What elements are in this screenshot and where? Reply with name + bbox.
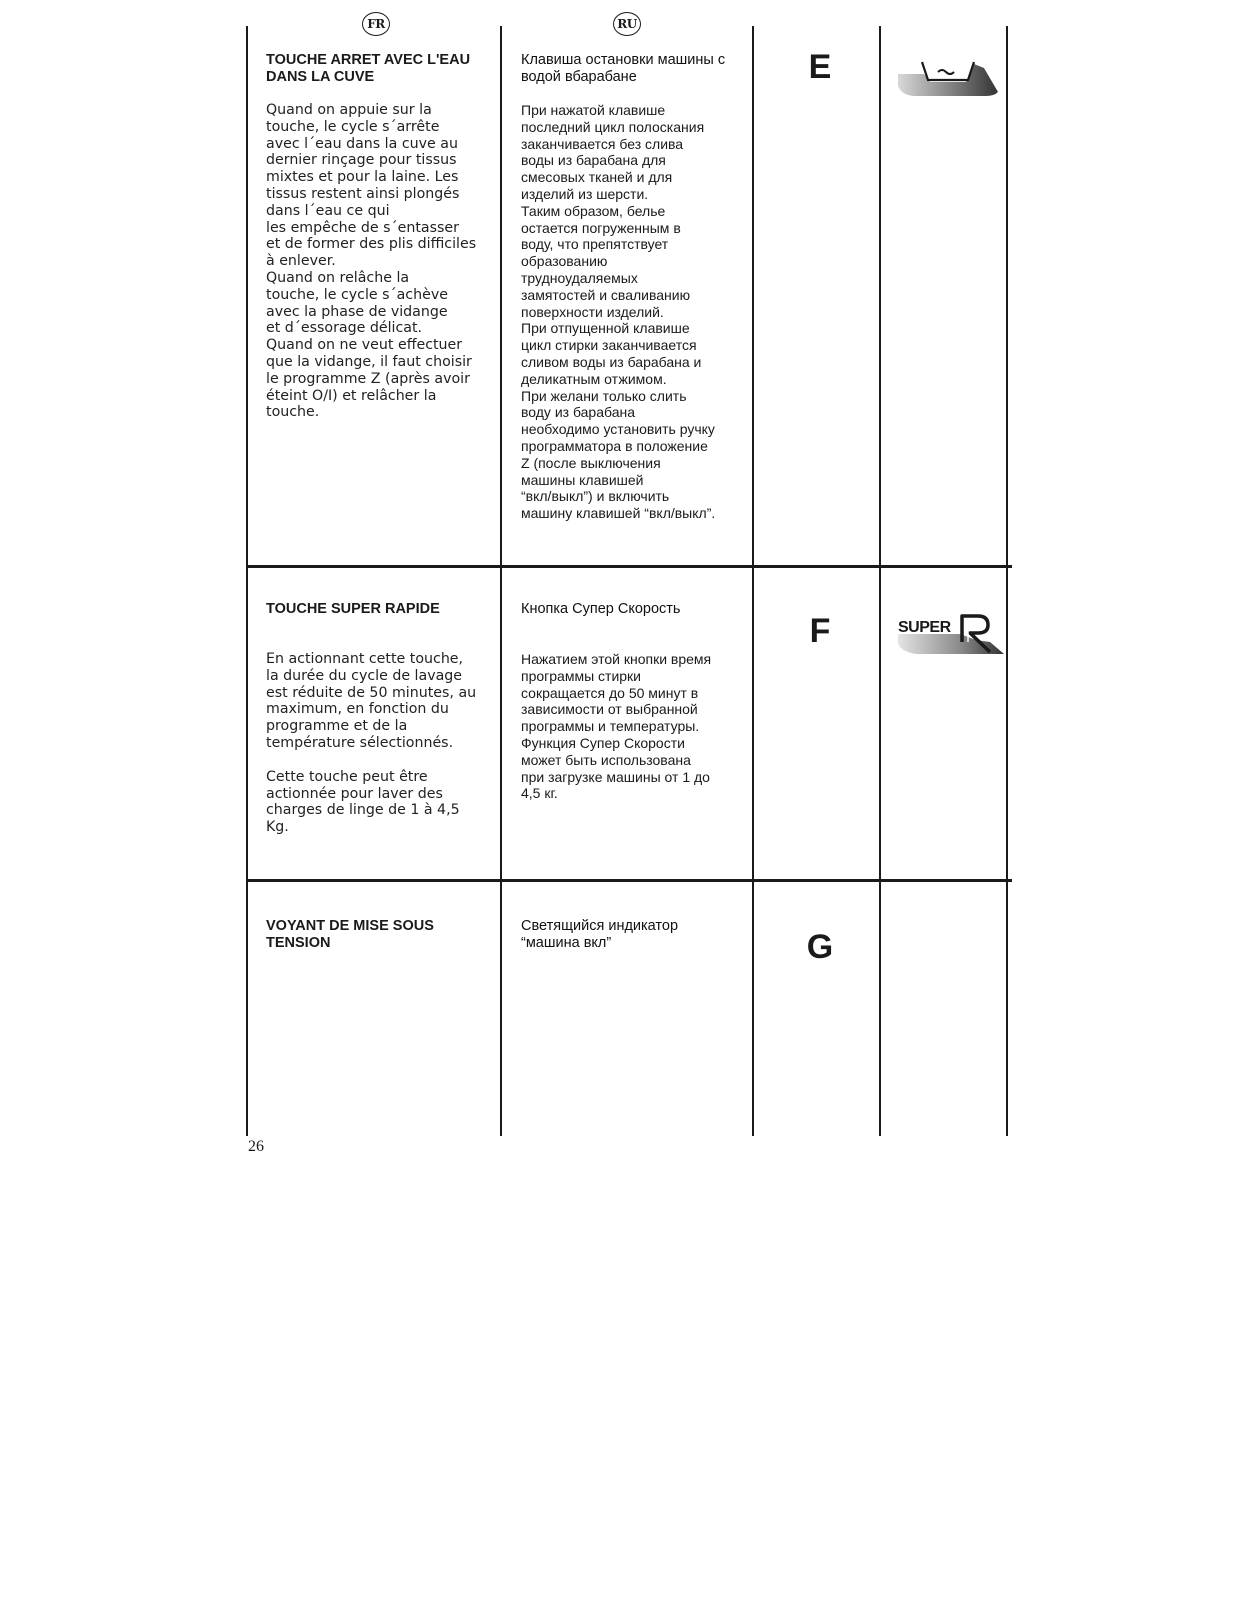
super-rapid-icon: [896, 612, 1006, 663]
row-e-letter: E: [808, 48, 832, 86]
row-g-ru-cell: [521, 918, 756, 952]
row-e-fr-title: TOUCHE ARRET AVEC L'EAU DANS LA CUVE: [266, 52, 471, 85]
table-border-right: [1006, 26, 1008, 1136]
row-divider-1: [248, 565, 1012, 568]
row-f-fr-cell: [266, 601, 496, 836]
row-f-ru-body: Нажатием этой кнопки время программы стирки сокращается до 50 минут в зависимости от выбранной программы и температуры. Функция Супер Скорости может быть использована при загрузке машины от 1 до 4,5 кг.: [521, 651, 712, 802]
row-f-letter: F: [809, 612, 831, 650]
super-rapid-icon-text: SUPER: [898, 619, 951, 636]
column-divider-fr-ru: [500, 26, 502, 1136]
row-divider-2: [248, 879, 1012, 882]
table-border-left: [246, 26, 248, 1136]
water-stop-icon: [896, 56, 1000, 105]
column-divider-letter-icon: [879, 26, 881, 1136]
row-g-ru-title: Светящийся индикатор “машина вкл”: [521, 918, 679, 951]
row-g-fr-title: VOYANT DE MISE SOUS TENSION: [266, 918, 434, 951]
row-f-fr-body-2: Cette touche peut être actionnée pour laver des charges de linge de 1 à 4,5 Kg.: [266, 768, 460, 836]
row-g-fr-cell: [266, 918, 496, 952]
row-g-letter: G: [806, 928, 834, 966]
row-f-ru-cell: [521, 601, 756, 802]
row-f-fr-title: TOUCHE SUPER RAPIDE: [266, 601, 440, 617]
row-f-ru-title: Кнопка Супер Скорость: [521, 601, 681, 617]
page-number: 26: [248, 1138, 264, 1155]
row-e-ru-cell: [521, 52, 756, 522]
row-e-ru-title: Клавиша остановки машины с водой вбарабане: [521, 52, 726, 85]
row-f-fr-body-1: En actionnant cette touche, la durée du cycle de lavage est réduite de 50 minutes, au maximum, en fonction du programme et de la température sélectionnés.: [266, 651, 477, 751]
row-e-fr-cell: [266, 52, 496, 421]
row-e-fr-body: Quand on appuie sur la touche, le cycle s´arrête avec l´eau dans la cuve au dernier rinçage pour tissus mixtes et pour la laine. Les tissus restent ainsi plongés dans l´eau ce qui les empêche de s´entasser et de former des plis difficiles à enlever. Quand on relâche la touche, le cycle s´achève avec la phase de vidange et d´essorage délicat. Quand on ne veut effectuer que la vidange, il faut choisir le programme Z (après avoir éteint O/I) et relâcher la touche.: [266, 102, 477, 421]
ru-language-badge: RU: [613, 12, 641, 36]
row-e-ru-body: При нажатой клавише последний цикл полоскания заканчивается без слива воды из барабана для смесовых тканей и для изделий из шерсти. Таким образом, белье остается погруженным в воду, что препятствует образованию трудноудаляемых замятостей и сваливанию поверхности изделий. При отпущенной клавише цикл стирки заканчивается сливом воды из барабана и деликатным отжимом. При желани только слить воду из барабана необходимо установить ручку программатора в положение Z (после выключения машины клавишей “вкл/выкл”) и включить машину клавишей “вкл/выкл”.: [521, 102, 716, 522]
fr-language-badge: FR: [362, 12, 390, 36]
